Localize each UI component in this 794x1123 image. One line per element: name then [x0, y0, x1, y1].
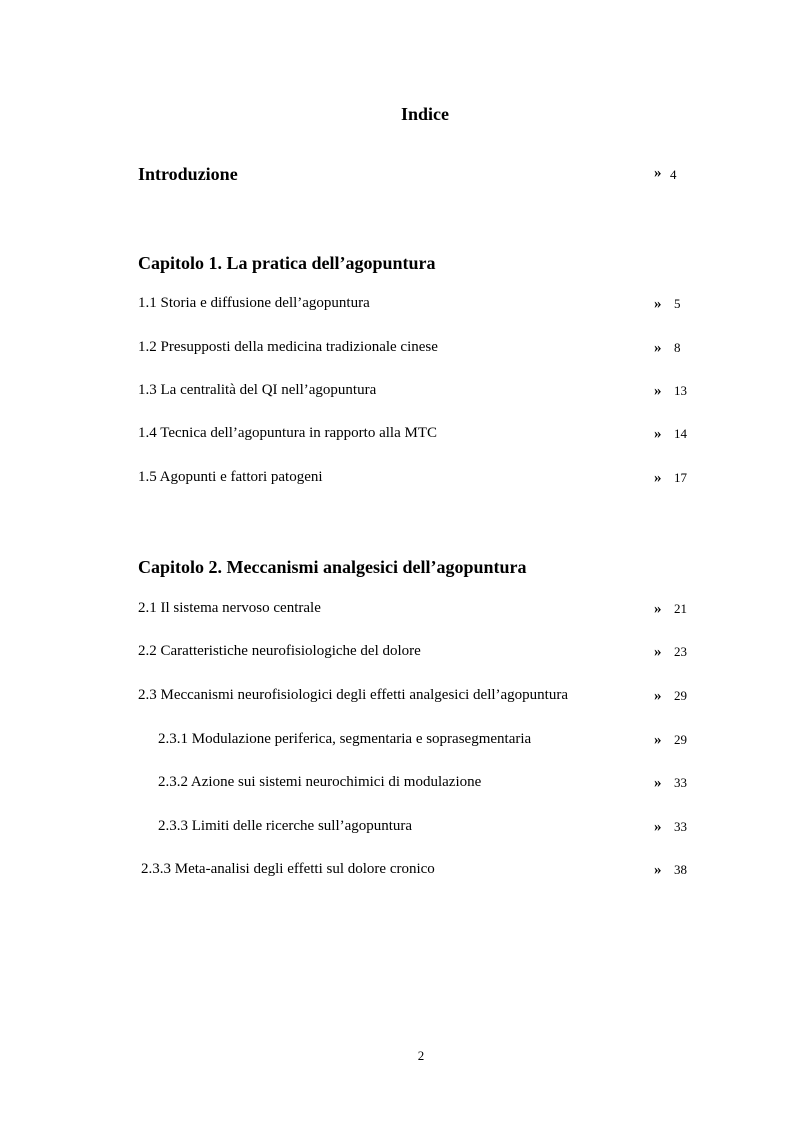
toc-entry-label: 1.2 Presupposti della medicina tradizionale cinese: [138, 339, 438, 355]
toc-entry[interactable]: [0, 339, 794, 361]
toc-entry-page: 33: [674, 775, 687, 790]
toc-entry[interactable]: [0, 687, 794, 709]
toc-entry-page: 17: [674, 470, 687, 485]
toc-entry-sub[interactable]: [0, 818, 794, 840]
toc-entry-page: 38: [674, 862, 687, 877]
toc-entry-page: 4: [670, 167, 677, 182]
toc-entry-page: 8: [674, 340, 681, 355]
toc-entry-marker: »: [654, 165, 662, 181]
toc-entry-page: 33: [674, 819, 687, 834]
toc-entry-page: 21: [674, 601, 687, 616]
toc-entry-label: 2.3.3 Meta-analisi degli effetti sul dolore cronico: [141, 861, 435, 877]
toc-entry-marker: »: [654, 296, 662, 312]
toc-entry-sub[interactable]: [0, 774, 794, 796]
toc-entry-label: 2.3.3 Limiti delle ricerche sull’agopuntura: [158, 818, 413, 834]
toc-entry-label: 2.2 Caratteristiche neurofisiologiche del dolore: [138, 643, 421, 659]
toc-entry-marker: »: [654, 340, 662, 356]
toc-entry[interactable]: [0, 425, 794, 447]
toc-entry-marker: »: [654, 775, 662, 791]
toc-entry-page: 5: [674, 296, 681, 311]
chapter-heading-label: Capitolo 2. Meccanismi analgesici dell’agopuntura: [138, 557, 527, 577]
toc-entry-label: 1.1 Storia e diffusione dell’agopuntura: [138, 295, 370, 311]
toc-entry-marker: »: [654, 426, 662, 442]
toc-entry-label: 2.3.2 Azione sui sistemi neurochimici di modulazione: [158, 774, 482, 790]
toc-entry-label: 1.3 La centralità del QI nell’agopuntura: [138, 382, 377, 398]
chapter-heading-2: [0, 557, 794, 579]
chapter-heading-1: [0, 253, 794, 275]
toc-entry-label: 1.5 Agopunti e fattori patogeni: [138, 469, 323, 485]
toc-entry-marker: »: [654, 470, 662, 486]
toc-entry-label: 2.1 Il sistema nervoso centrale: [138, 600, 321, 616]
toc-entry[interactable]: [0, 861, 794, 883]
toc-entry-page: 14: [674, 426, 687, 441]
toc-entry-introduction[interactable]: [0, 164, 794, 186]
toc-entry-label: 2.3 Meccanismi neurofisiologici degli effetti analgesici dell’agopuntura: [138, 687, 569, 703]
toc-entry-marker: »: [654, 819, 662, 835]
footer-page-number: 2: [417, 1048, 425, 1063]
toc-entry[interactable]: [0, 643, 794, 665]
toc-entry-marker: »: [654, 688, 662, 704]
toc-entry-marker: »: [654, 601, 662, 617]
toc-entry-label: 1.4 Tecnica dell’agopuntura in rapporto alla MTC: [138, 425, 437, 441]
toc-entry-marker: »: [654, 644, 662, 660]
toc-entry[interactable]: [0, 295, 794, 317]
toc-entry-page: 29: [674, 732, 687, 747]
toc-entry-marker: »: [654, 383, 662, 399]
toc-entry-sub[interactable]: [0, 731, 794, 753]
toc-entry-page: 29: [674, 688, 687, 703]
toc-entry[interactable]: [0, 600, 794, 622]
toc-entry-marker: »: [654, 732, 662, 748]
toc-entry-page: 13: [674, 383, 687, 398]
toc-entry[interactable]: [0, 382, 794, 404]
page-title: Indice: [400, 104, 449, 124]
toc-entry-label: Introduzione: [138, 164, 238, 184]
toc-entry-marker: »: [654, 862, 662, 878]
chapter-heading-label: Capitolo 1. La pratica dell’agopuntura: [138, 253, 436, 273]
toc-entry-page: 23: [674, 644, 687, 659]
toc-entry[interactable]: [0, 469, 794, 491]
toc-entry-label: 2.3.1 Modulazione periferica, segmentaria e soprasegmentaria: [158, 731, 532, 747]
